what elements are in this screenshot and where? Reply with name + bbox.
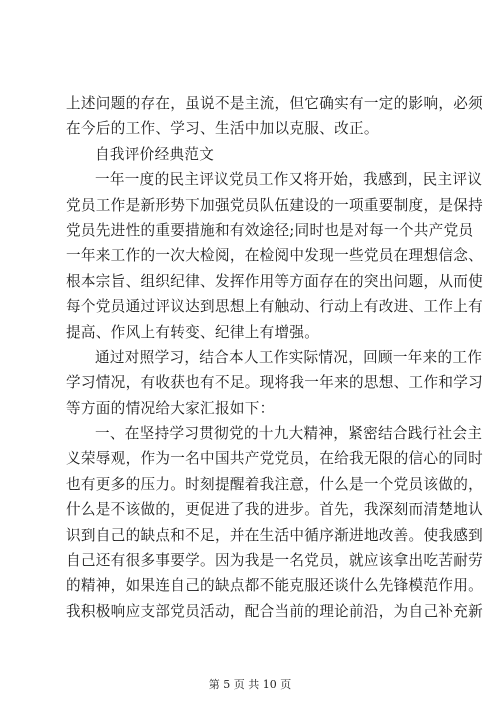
text-line: 识到自己的缺点和不足，并在生活中循序渐进地改善。使我感到 bbox=[66, 526, 484, 544]
text-line: 义荣辱观，作为一名中国共产党党员，在给我无限的信心的同时 bbox=[66, 450, 484, 468]
text-line: 一、在坚持学习贯彻党的十九大精神，紧密结合践行社会主 bbox=[95, 425, 483, 443]
text-line: 的精神，如果连自己的缺点都不能克服还谈什么先锋模范作用。 bbox=[66, 577, 484, 595]
text-line: 在今后的工作、学习、生活中加以克服、改正。 bbox=[66, 120, 379, 138]
text-line: 根本宗旨、组织纪律、发挥作用等方面存在的突出问题，从而使 bbox=[66, 272, 484, 290]
page-footer: 第 5 页 共 10 页 bbox=[208, 678, 292, 691]
text-line: 党员先进性的重要措施和有效途径;同时也是对每一个共产党员 bbox=[66, 221, 474, 239]
text-line: 一年一度的民主评议党员工作又将开始，我感到，民主评议 bbox=[95, 171, 483, 189]
text-line: 提高、作风上有转变、纪律上有增强。 bbox=[66, 323, 320, 341]
text-line: 我积极响应支部党员活动，配合当前的理论前沿，为自己补充新 bbox=[66, 602, 484, 620]
text-line: 自我评价经典范文 bbox=[95, 145, 215, 163]
text-line: 党员工作是新形势下加强党员队伍建设的一项重要制度，是保持 bbox=[66, 196, 484, 214]
text-line: 一年来工作的一次大检阅，在检阅中发现一些党员在理想信念、 bbox=[66, 247, 484, 265]
text-line: 什么是不该做的，更促进了我的进步。首先，我深刻而清楚地认 bbox=[66, 501, 484, 519]
text-line: 自己还有很多事要学。因为我是一名党员，就应该拿出吃苦耐劳 bbox=[66, 552, 484, 570]
text-line: 每个党员通过评议达到思想上有触动、行动上有改进、工作上有 bbox=[66, 298, 484, 316]
text-line: 学习情况，有收获也有不足。现将我一年来的思想、工作和学习 bbox=[66, 374, 484, 392]
text-line: 上述问题的存在，虽说不是主流，但它确实有一定的影响，必须 bbox=[66, 95, 484, 112]
text-line: 等方面的情况给大家汇报如下： bbox=[66, 399, 275, 417]
text-line: 也有更多的压力。时刻提醒着我注意，什么是一个党员该做的， bbox=[66, 475, 484, 493]
text-line: 通过对照学习，结合本人工作实际情况，回顾一年来的工作 bbox=[95, 348, 483, 366]
body-text bbox=[66, 91, 484, 624]
